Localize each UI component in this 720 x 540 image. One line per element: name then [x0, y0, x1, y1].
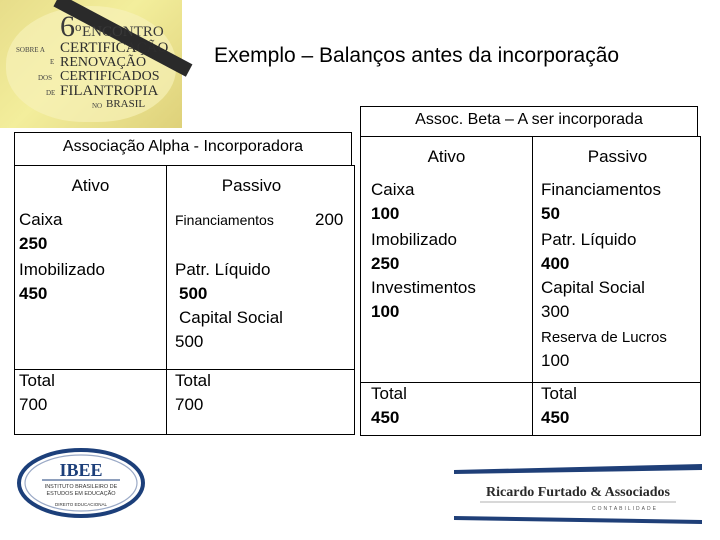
- ibee-line2: ESTUDOS EM EDUCAÇÃO: [46, 491, 116, 497]
- logo-line5: FILANTROPIA: [60, 83, 159, 99]
- beta-pl-value: 400: [541, 254, 570, 273]
- logo-line4: CERTIFICADOS: [60, 69, 160, 84]
- alpha-cs-label: Capital Social: [179, 308, 283, 327]
- alpha-total-passivo-label: Total: [175, 371, 211, 390]
- beta-total-divider: [361, 382, 700, 383]
- rfa-name: Ricardo Furtado & Associados: [486, 485, 670, 500]
- alpha-pl-value: 500: [179, 284, 208, 303]
- beta-caixa-label: Caixa: [371, 180, 415, 199]
- ibee-name: IBEE: [59, 460, 103, 480]
- beta-total-ativo-value: 450: [371, 408, 400, 427]
- logo-side4: DE: [46, 89, 56, 97]
- beta-cs-label: Capital Social: [541, 278, 645, 297]
- ibee-line3: DIREITO EDUCACIONAL: [55, 502, 107, 507]
- logo-side1: SOBRE A: [16, 46, 45, 54]
- alpha-total-ativo-label: Total: [19, 371, 55, 390]
- beta-rl-label: Reserva de Lucros: [541, 329, 667, 346]
- alpha-total-ativo-value: 700: [19, 395, 48, 414]
- alpha-pl-label: Patr. Líquido: [175, 260, 271, 279]
- beta-total-passivo-label: Total: [541, 384, 577, 403]
- logo-line6: BRASIL: [106, 98, 146, 110]
- alpha-caixa-label: Caixa: [19, 210, 63, 229]
- beta-pl-label: Patr. Líquido: [541, 230, 637, 249]
- logo-side5: NO: [92, 102, 103, 110]
- beta-total-ativo-label: Total: [371, 384, 407, 403]
- beta-imob-label: Imobilizado: [371, 230, 457, 249]
- ibee-logo: [16, 448, 146, 518]
- alpha-total-passivo-value: 700: [175, 395, 204, 414]
- beta-col-passivo: Passivo: [587, 147, 648, 166]
- logo-line1: ENCONTRO: [82, 24, 164, 40]
- beta-fin-value: 50: [541, 204, 560, 223]
- beta-column-divider: [532, 137, 533, 435]
- logo-line3: RENOVAÇÃO: [60, 55, 147, 70]
- alpha-col-passivo: Passivo: [221, 176, 282, 195]
- alpha-imob-value: 450: [19, 284, 48, 303]
- beta-inv-value: 100: [371, 302, 400, 321]
- alpha-caixa-value: 250: [19, 234, 48, 253]
- beta-imob-value: 250: [371, 254, 400, 273]
- logo-side2: E: [50, 58, 55, 66]
- ibee-line1: INSTITUTO BRASILEIRO DE: [44, 484, 118, 490]
- event-logo: [0, 0, 182, 128]
- alpha-cs-value: 500: [175, 332, 204, 351]
- beta-table-title: Assoc. Beta – A ser incorporada: [360, 106, 698, 136]
- alpha-col-ativo: Ativo: [71, 176, 110, 195]
- rfa-logo: [450, 460, 706, 524]
- logo-side3: DOS: [38, 74, 53, 82]
- beta-balance-table: [360, 136, 701, 436]
- beta-inv-label: Investimentos: [371, 278, 476, 297]
- alpha-balance-table: [14, 165, 355, 435]
- rfa-sub: CONTABILIDADE: [592, 506, 658, 512]
- beta-caixa-value: 100: [371, 204, 400, 223]
- alpha-fin-value: 200: [315, 210, 344, 229]
- beta-rl-value: 100: [541, 351, 570, 370]
- alpha-table-title: Associação Alpha - Incorporadora: [14, 132, 352, 166]
- beta-fin-label: Financiamentos: [541, 180, 662, 199]
- alpha-column-divider: [166, 166, 167, 434]
- logo-ordinal: o: [75, 19, 82, 34]
- beta-col-ativo: Ativo: [427, 147, 466, 166]
- beta-cs-value: 300: [541, 302, 570, 321]
- beta-total-passivo-value: 450: [541, 408, 570, 427]
- logo-number: 6: [60, 10, 75, 43]
- alpha-fin-label: Financiamentos: [175, 212, 274, 228]
- alpha-imob-label: Imobilizado: [19, 260, 105, 279]
- slide-title: Exemplo – Balanços antes da incorporação: [214, 44, 620, 67]
- logo-line2: CERTIFICAÇÃO: [60, 40, 169, 56]
